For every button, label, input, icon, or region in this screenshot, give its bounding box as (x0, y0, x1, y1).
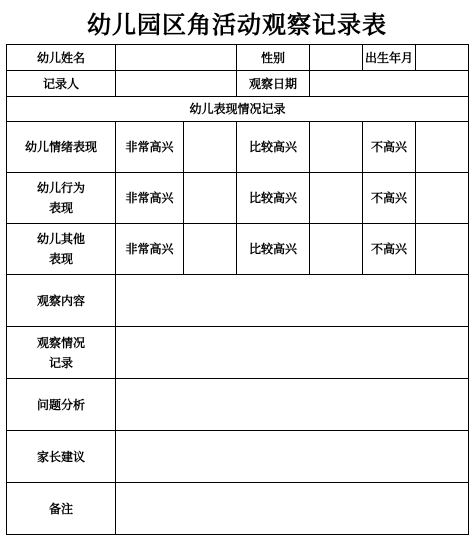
text-row-observe-content (7, 275, 469, 327)
option-fairly-happy-check[interactable] (310, 224, 363, 275)
text-row-input[interactable] (116, 431, 469, 483)
observe-date-label: 观察日期 (237, 71, 310, 97)
option-very-happy: 非常高兴 (116, 122, 184, 173)
page-title: 幼儿园区角活动观察记录表 (87, 10, 387, 39)
section-header: 幼儿表现情况记录 (7, 97, 469, 122)
form-row-basic-info (7, 45, 469, 71)
recorder-input[interactable] (116, 71, 237, 97)
option-fairly-happy-check[interactable] (310, 173, 363, 224)
text-row-input[interactable] (116, 275, 469, 327)
option-fairly-happy: 比较高兴 (237, 224, 310, 275)
option-unhappy-check[interactable] (416, 224, 469, 275)
gender-label: 性别 (237, 45, 310, 71)
behavior-row-label: 幼儿行为 表现 (7, 173, 116, 224)
text-row-problem-analysis (7, 379, 469, 431)
text-row-notes (7, 483, 469, 535)
option-fairly-happy-check[interactable] (310, 122, 363, 173)
option-fairly-happy: 比较高兴 (237, 122, 310, 173)
birth-date-input[interactable] (416, 45, 469, 71)
text-row-input[interactable] (116, 327, 469, 379)
text-row-parent-advice (7, 431, 469, 483)
option-very-happy-check[interactable] (184, 122, 237, 173)
text-row-label: 观察情况 记录 (7, 327, 116, 379)
option-very-happy: 非常高兴 (116, 173, 184, 224)
text-row-label: 备注 (7, 483, 116, 535)
child-name-input[interactable] (116, 45, 237, 71)
gender-input[interactable] (310, 45, 363, 71)
child-name-label: 幼儿姓名 (7, 45, 116, 71)
text-row-input[interactable] (116, 379, 469, 431)
option-very-happy-check[interactable] (184, 224, 237, 275)
text-row-label: 观察内容 (7, 275, 116, 327)
section-header-row (7, 97, 469, 122)
observation-form-table (6, 44, 469, 535)
birth-date-label: 出生年月 (363, 45, 416, 71)
behavior-row-label: 幼儿情绪表现 (7, 122, 116, 173)
form-row-recorder (7, 71, 469, 97)
text-row-label: 家长建议 (7, 431, 116, 483)
option-unhappy: 不高兴 (363, 224, 416, 275)
text-row-input[interactable] (116, 483, 469, 535)
observe-date-input[interactable] (310, 71, 469, 97)
behavior-row-emotion (7, 122, 469, 173)
text-row-label: 问题分析 (7, 379, 116, 431)
option-unhappy-check[interactable] (416, 122, 469, 173)
option-unhappy-check[interactable] (416, 173, 469, 224)
behavior-row-label: 幼儿其他 表现 (7, 224, 116, 275)
option-very-happy-check[interactable] (184, 173, 237, 224)
behavior-row-behavior (7, 173, 469, 224)
option-unhappy: 不高兴 (363, 173, 416, 224)
behavior-row-other (7, 224, 469, 275)
option-unhappy: 不高兴 (363, 122, 416, 173)
text-row-observe-record (7, 327, 469, 379)
option-very-happy: 非常高兴 (116, 224, 184, 275)
option-fairly-happy: 比较高兴 (237, 173, 310, 224)
recorder-label: 记录人 (7, 71, 116, 97)
